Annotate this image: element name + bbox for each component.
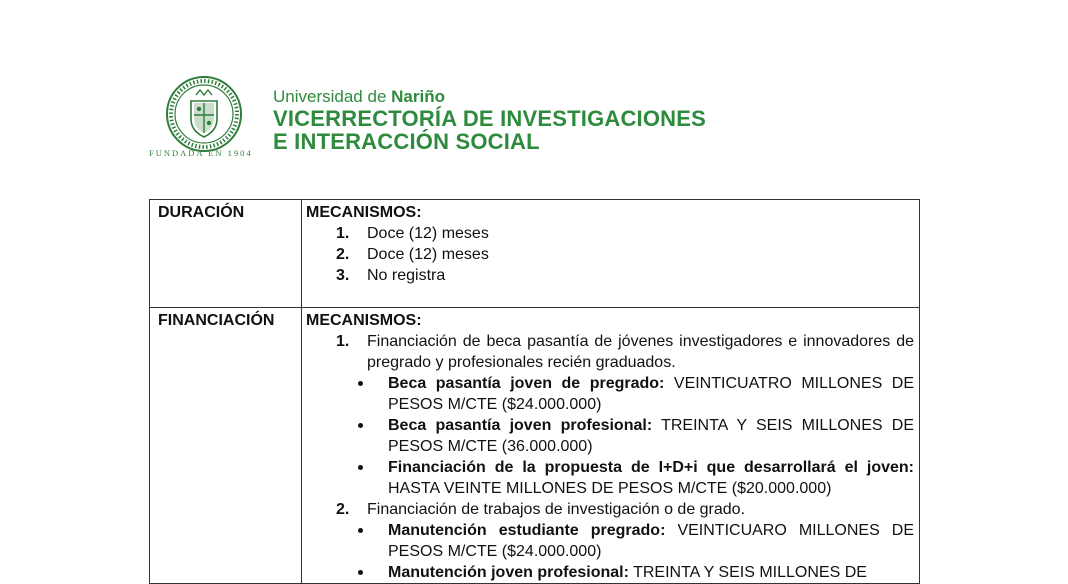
bullet-icon [358,570,363,575]
title-line-1: VICERRECTORÍA DE INVESTIGACIONES [273,106,707,131]
row-duracion [150,200,920,308]
label-financiacion: FINANCIACIÓN [150,308,302,584]
label-duracion: DURACIÓN [150,200,302,308]
list-item: Manutención estudiante pregrado: VEINTICUARO MILLONES DE PESOS M/CTE ($24.000.000) [306,520,914,562]
list-item: 3. No registra [336,267,446,284]
duracion-list [306,223,914,286]
value-financiacion [302,308,920,584]
list-item: 1. Doce (12) meses [336,225,489,242]
bullet-icon [358,528,363,533]
list-item: Beca pasantía joven de pregrado: VEINTICUATRO MILLONES DE PESOS M/CTE ($24.000.000) [306,373,914,415]
list-item: Financiación de la propuesta de I+D+i que desarrollará el joven: HASTA VEINTE MILLONES DE PESOS M/CTE ($20.000.000) [306,457,914,499]
bullet-icon [358,423,363,428]
list-item: 2. Financiación de trabajos de investigación o de grado. [336,501,746,518]
mecanismos-heading: MECANISMOS: [306,312,422,329]
financiacion-bullets-1 [306,373,914,499]
brand-text [273,87,706,153]
list-item: 1. Financiación de beca pasantía de jóvenes investigadores e innovadores de pregrado y profesionales recién graduados. [336,333,914,371]
financiacion-bullets-2 [306,520,914,583]
financiacion-list-2 [306,499,914,520]
bullet-icon [358,465,363,470]
title-line-2: E INTERACCIÓN SOCIAL [273,129,540,154]
list-item: Beca pasantía joven profesional: TREINTA Y SEIS MILLONES DE PESOS M/CTE (36.000.000) [306,415,914,457]
university-seal-icon [165,75,243,153]
letterhead [149,75,723,165]
seal-caption: FUNDADA EN 1904 [149,148,253,158]
row-financiacion [150,308,920,584]
convocatoria-table [149,199,920,584]
list-item: 2. Doce (12) meses [336,246,489,263]
university-name: Universidad de Nariño [273,87,445,106]
value-duracion [302,200,920,308]
mecanismos-heading: MECANISMOS: [306,204,422,221]
list-item: Manutención joven profesional: TREINTA Y SEIS MILLONES DE [306,562,914,583]
bullet-icon [358,381,363,386]
financiacion-list [306,331,914,373]
